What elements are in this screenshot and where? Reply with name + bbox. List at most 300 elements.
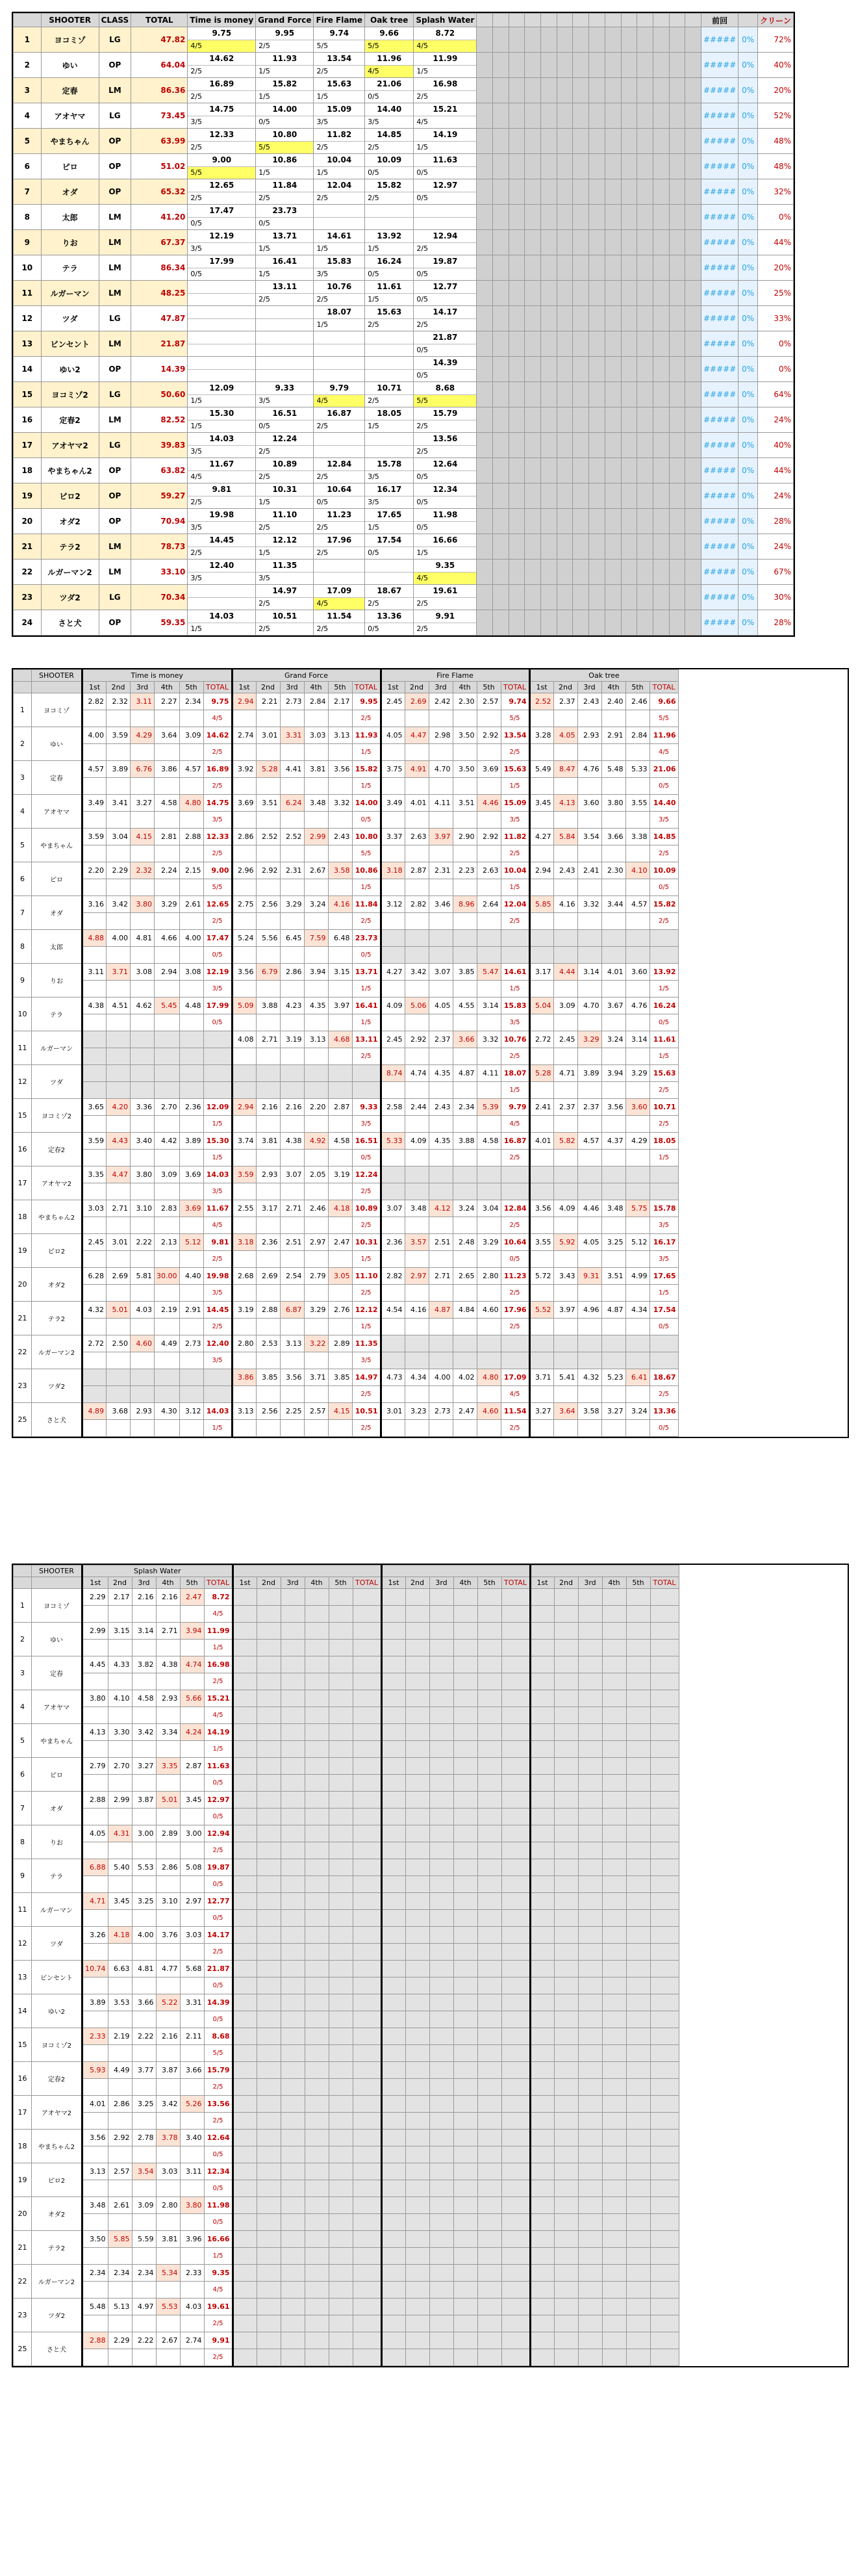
split-mark (82, 812, 107, 829)
split-mark (256, 1285, 280, 1302)
stage-clean: 5/5 (501, 710, 529, 727)
stage-time: 10.04 (314, 154, 364, 167)
shooter-name: 太郎 (41, 205, 99, 230)
row-number: 3 (14, 1656, 32, 1690)
split-time (602, 1893, 626, 1910)
split-time (233, 1623, 257, 1640)
stage-cell (365, 306, 414, 331)
stage-clean (650, 1606, 679, 1623)
header-blank (653, 14, 669, 27)
split-time: 5.24 (232, 930, 256, 947)
blank-cell (493, 610, 509, 636)
split-time: 2.45 (553, 1031, 577, 1048)
stage-total: 12.64 (204, 2130, 233, 2146)
split-mark (232, 1352, 256, 1369)
split-mark (625, 1048, 650, 1065)
split-mark (329, 2349, 353, 2366)
corner2 (14, 1577, 32, 1589)
split-mark (108, 2146, 132, 2163)
stage-time (365, 560, 413, 573)
split-time (257, 2096, 281, 2113)
stage-total: 9.00 (203, 862, 232, 879)
blank-cell (525, 230, 541, 255)
split-mark (233, 2248, 257, 2265)
split-time (233, 1994, 257, 2011)
stage-cell (256, 534, 314, 560)
split-mark (381, 981, 405, 998)
split-time: 5.04 (529, 998, 553, 1014)
split-mark (232, 1183, 256, 1200)
split-time (602, 1656, 626, 1673)
split-mark (329, 2248, 353, 2265)
split-mark (156, 2011, 180, 2028)
row-rank: 9 (14, 230, 42, 255)
table-row (14, 2062, 679, 2079)
split-time (381, 1623, 405, 1640)
split-time: 2.94 (232, 1099, 256, 1116)
split-time: 3.27 (131, 795, 155, 812)
split-mark (280, 1420, 304, 1437)
stage-time: 13.71 (256, 230, 313, 243)
stage-clean (501, 1741, 530, 1758)
split-mark (602, 2248, 626, 2265)
blank-cell (493, 53, 509, 78)
shooter-name: ゆい2 (32, 1994, 82, 2028)
stage-clean: 1/5 (316, 320, 329, 329)
split-time: 3.14 (625, 1031, 650, 1048)
split-mark (554, 1809, 578, 1825)
blank-cell (493, 205, 509, 230)
stage-total (501, 1994, 530, 2011)
split-time (257, 2028, 281, 2045)
split-mark (280, 1048, 304, 1065)
blank-cell (573, 103, 589, 129)
split-mark (554, 1775, 578, 1792)
stage-clean: 2/5 (259, 447, 270, 456)
split-mark (328, 1014, 352, 1031)
split-mark (625, 981, 650, 998)
blank-cell (541, 230, 557, 255)
split-mark (281, 2282, 305, 2299)
stage-cell (365, 331, 414, 357)
split-mark (529, 1048, 553, 1065)
split-time (626, 1589, 650, 1606)
split-mark (554, 2282, 578, 2299)
split-mark (82, 913, 107, 930)
total-time: 63.82 (131, 458, 188, 483)
split-mark (429, 2011, 453, 2028)
stage-clean (256, 344, 313, 356)
split-mark (381, 1386, 405, 1403)
stage-time: 15.09 (314, 103, 364, 116)
split-mark (477, 2045, 501, 2062)
split-mark (477, 710, 501, 727)
column-label: 2nd (108, 1577, 132, 1589)
split-mark (131, 1386, 155, 1403)
shooter-name: オダ2 (41, 509, 99, 534)
split-time (233, 1961, 257, 1977)
split-mark (429, 1606, 453, 1623)
split-time: 4.01 (601, 964, 625, 981)
stage-total: 12.33 (203, 829, 232, 845)
split-mark (305, 2349, 329, 2366)
stage-total: 10.86 (352, 862, 381, 879)
split-time (429, 2231, 453, 2248)
split-mark (180, 2079, 204, 2096)
split-time (626, 1994, 650, 2011)
split-mark (477, 1251, 501, 1268)
split-time: 2.52 (280, 829, 304, 845)
split-time (329, 2163, 353, 2180)
stage-time: 23.73 (256, 205, 313, 218)
split-time: 3.14 (577, 964, 601, 981)
split-time: 2.34 (179, 693, 203, 710)
split-mark (601, 1251, 625, 1268)
stage-total: 16.89 (203, 761, 232, 778)
blank-cell (477, 53, 493, 78)
split-time: 3.04 (477, 1200, 501, 1217)
split-time: 3.51 (453, 795, 477, 812)
split-mark (626, 1910, 650, 1927)
split-time (257, 2299, 281, 2315)
blank-cell (477, 357, 493, 382)
split-time: 3.97 (553, 1302, 577, 1319)
split-time (381, 2332, 405, 2349)
split-mark (453, 1014, 477, 1031)
blank-cell (477, 585, 493, 610)
split-time: 2.34 (453, 1099, 477, 1116)
split-mark (82, 947, 107, 964)
row-number: 4 (14, 795, 32, 829)
stage-clean: 2/5 (501, 1217, 529, 1234)
stage-total: 12.97 (204, 1792, 233, 1809)
table-subrow (14, 1741, 679, 1758)
split-time: 4.13 (553, 795, 577, 812)
row-rank: 4 (14, 103, 42, 129)
stage-cell (256, 331, 314, 357)
split-mark (305, 1606, 329, 1623)
stage-total: 17.54 (650, 1302, 678, 1319)
split-time: 4.33 (108, 1656, 132, 1673)
split-mark (626, 1977, 650, 1994)
split-mark (453, 2214, 477, 2231)
split-time: 5.53 (132, 1859, 156, 1876)
split-time: 4.40 (179, 1268, 203, 1285)
column-label: 1st (381, 682, 405, 693)
split-time: 3.58 (577, 1403, 601, 1420)
stage-cell (414, 230, 477, 255)
split-mark (257, 2113, 281, 2130)
split-mark (477, 1386, 501, 1403)
blank-cell (621, 53, 637, 78)
stage-clean: 2/5 (368, 599, 379, 608)
split-mark (429, 1944, 453, 1961)
split-time (602, 1623, 626, 1640)
stage-clean: 3/5 (650, 1251, 678, 1268)
stage-time (365, 433, 413, 446)
stage-time: 17.96 (314, 534, 364, 547)
blank-cell (605, 281, 621, 306)
blank-cell (557, 78, 573, 103)
stage-total: 8.72 (204, 1589, 233, 1606)
stage-clean (501, 1809, 530, 1825)
stage-total: 17.09 (501, 1369, 529, 1386)
split-time: 5.84 (553, 829, 577, 845)
split-time: 3.03 (156, 2163, 180, 2180)
stage-clean: 2/5 (501, 1420, 529, 1437)
column-label: 2nd (553, 682, 577, 693)
blank-cell (653, 483, 669, 509)
split-time: 4.76 (625, 998, 650, 1014)
split-mark (82, 2315, 108, 2332)
shooter-name: ゆい (32, 1623, 82, 1656)
split-mark (578, 2079, 602, 2096)
stage-cell (414, 331, 477, 357)
split-time: 2.73 (179, 1335, 203, 1352)
blank-cell (493, 509, 509, 534)
split-mark (107, 778, 131, 795)
split-time: 3.16 (82, 896, 107, 913)
split-time: 4.18 (328, 1200, 352, 1217)
split-mark (281, 1910, 305, 1927)
split-time: 2.17 (108, 1589, 132, 1606)
stage-cell (188, 331, 256, 357)
split-mark (180, 2113, 204, 2130)
split-mark (328, 1048, 352, 1065)
stage-total (352, 1065, 381, 1082)
split-mark (155, 913, 180, 930)
shooter-name: ルガーマン (41, 281, 99, 306)
split-mark (328, 981, 352, 998)
split-mark (477, 1673, 501, 1690)
prev-pct: 0% (738, 407, 758, 433)
split-mark (405, 1251, 429, 1268)
column-label: 1st (233, 1577, 257, 1589)
split-mark (429, 981, 453, 998)
stage-cell (314, 585, 365, 610)
stage-cell (314, 407, 365, 433)
blank-cell (573, 382, 589, 407)
clean-rate: 24% (757, 534, 793, 560)
split-mark (281, 1842, 305, 1859)
stage-total: 14.40 (650, 795, 678, 812)
stage-clean (501, 2113, 530, 2130)
split-time (305, 2096, 329, 2113)
split-time (602, 2096, 626, 2113)
detail-sheet-1 (12, 668, 849, 1438)
split-mark (381, 1183, 405, 1200)
split-mark (429, 1319, 453, 1335)
prev-hash: ##### (701, 103, 738, 129)
stage-cell (414, 255, 477, 281)
split-mark (529, 1386, 553, 1403)
split-time: 2.96 (232, 862, 256, 879)
row-number: 9 (14, 1859, 32, 1893)
split-time: 4.09 (553, 1200, 577, 1217)
split-time: 2.56 (256, 1403, 280, 1420)
split-mark (554, 1944, 578, 1961)
split-time (453, 1690, 477, 1707)
split-time: 2.47 (180, 1589, 204, 1606)
stage-clean: 0/5 (352, 1150, 381, 1166)
clean-rate: 0% (757, 357, 793, 382)
shooter-name: ツダ2 (32, 1369, 82, 1403)
blank-cell (509, 382, 525, 407)
blank-cell (557, 509, 573, 534)
split-time: 4.43 (107, 1133, 131, 1150)
split-time: 2.56 (256, 896, 280, 913)
blank-cell (541, 483, 557, 509)
split-time: 2.20 (304, 1099, 328, 1116)
stage-time: 15.82 (256, 78, 313, 91)
row-number: 12 (14, 1065, 32, 1099)
blank-cell (541, 610, 557, 636)
stage-clean: 1/5 (259, 92, 270, 101)
shooter-name: アオヤマ (32, 795, 82, 829)
stage-time: 16.98 (414, 78, 476, 91)
blank-cell (541, 205, 557, 230)
split-mark (256, 1386, 280, 1403)
stage-clean: 0/5 (368, 92, 379, 101)
split-time: 4.70 (577, 998, 601, 1014)
split-mark (131, 710, 155, 727)
stage-total (501, 1825, 530, 1842)
blank-cell (669, 433, 685, 458)
split-mark (477, 2011, 501, 2028)
stage-clean: 1/5 (204, 1640, 233, 1656)
split-time (429, 1893, 453, 1910)
split-time (179, 1031, 203, 1048)
stage-total (501, 1893, 530, 1910)
split-time: 2.97 (180, 1893, 204, 1910)
stage-clean: 2/5 (204, 2349, 233, 2366)
stage-time: 8.68 (414, 382, 476, 395)
stage-time: 14.19 (414, 129, 476, 142)
split-mark (553, 710, 577, 727)
blank-cell (589, 331, 605, 357)
split-time: 3.04 (107, 829, 131, 845)
split-mark (626, 1640, 650, 1656)
stage-clean: 4/5 (416, 118, 429, 126)
stage-clean (650, 1640, 679, 1656)
stage-clean: 1/5 (259, 498, 270, 506)
blank-cell (669, 483, 685, 509)
summary-header-row (14, 14, 794, 27)
split-mark (257, 2146, 281, 2163)
stage-total (353, 1825, 381, 1842)
split-time: 5.72 (529, 1268, 553, 1285)
blank-cell (605, 585, 621, 610)
split-time (281, 1724, 305, 1741)
stage-time: 16.66 (414, 534, 476, 547)
split-time: 5.01 (156, 1792, 180, 1809)
table-subrow (14, 1014, 679, 1031)
split-time: 4.16 (328, 896, 352, 913)
stage-cell (256, 53, 314, 78)
split-mark (82, 1809, 108, 1825)
stage-time: 11.96 (365, 53, 413, 66)
split-mark (602, 1606, 626, 1623)
stage-total: 13.36 (650, 1403, 678, 1420)
split-time: 30.00 (155, 1268, 180, 1285)
blank-cell (621, 255, 637, 281)
split-mark (108, 2214, 132, 2231)
split-time: 2.43 (553, 862, 577, 879)
stage-total: 16.17 (650, 1234, 678, 1251)
table-row (14, 2332, 679, 2349)
total-time: 63.99 (131, 129, 188, 154)
split-mark (381, 744, 405, 761)
corner3 (32, 1577, 82, 1589)
split-time: 2.27 (155, 693, 180, 710)
split-mark (305, 1640, 329, 1656)
split-mark (529, 1217, 553, 1234)
blank-cell (493, 255, 509, 281)
split-time (305, 1690, 329, 1707)
split-mark (626, 2248, 650, 2265)
split-time (305, 1758, 329, 1775)
split-mark (529, 1014, 553, 1031)
split-time (530, 1656, 554, 1673)
split-mark (553, 879, 577, 896)
split-mark (554, 2248, 578, 2265)
split-time: 3.65 (82, 1099, 107, 1116)
split-time: 3.53 (108, 1994, 132, 2011)
stage-total (650, 1859, 679, 1876)
stage-clean: 2/5 (416, 599, 429, 608)
split-mark (577, 1319, 601, 1335)
stage-cell (314, 382, 365, 407)
split-time: 4.62 (131, 998, 155, 1014)
split-mark (381, 1944, 405, 1961)
split-mark (429, 2248, 453, 2265)
stage-time: 15.83 (314, 255, 364, 268)
split-time: 2.16 (156, 1589, 180, 1606)
stage-clean (353, 1640, 381, 1656)
split-time (477, 1335, 501, 1352)
split-mark (577, 845, 601, 862)
split-mark (108, 1910, 132, 1927)
split-time: 3.30 (108, 1724, 132, 1741)
stage-clean: 1/5 (190, 625, 203, 633)
blank-cell (557, 27, 573, 53)
split-mark (155, 1285, 180, 1302)
split-time: 3.56 (280, 1369, 304, 1386)
split-mark (529, 845, 553, 862)
split-mark (530, 2282, 554, 2299)
split-mark (529, 1285, 553, 1302)
blank-cell (669, 382, 685, 407)
stage-total: 16.41 (352, 998, 381, 1014)
stage-clean (650, 2079, 679, 2096)
split-time: 3.59 (82, 1133, 107, 1150)
stage-title (381, 1565, 530, 1577)
stage-clean: 0/5 (204, 2146, 233, 2163)
stage-total (501, 1792, 530, 1809)
split-time (429, 2299, 453, 2315)
stage-total: 18.05 (650, 1133, 678, 1150)
split-mark (553, 1150, 577, 1166)
split-mark (601, 1352, 625, 1369)
split-mark (132, 2315, 156, 2332)
split-mark (453, 1082, 477, 1099)
table-subrow (14, 1116, 679, 1133)
split-time: 3.32 (577, 896, 601, 913)
split-mark (132, 2113, 156, 2130)
split-time: 4.29 (131, 727, 155, 744)
split-mark (132, 1876, 156, 1893)
split-time: 5.13 (108, 2299, 132, 2315)
